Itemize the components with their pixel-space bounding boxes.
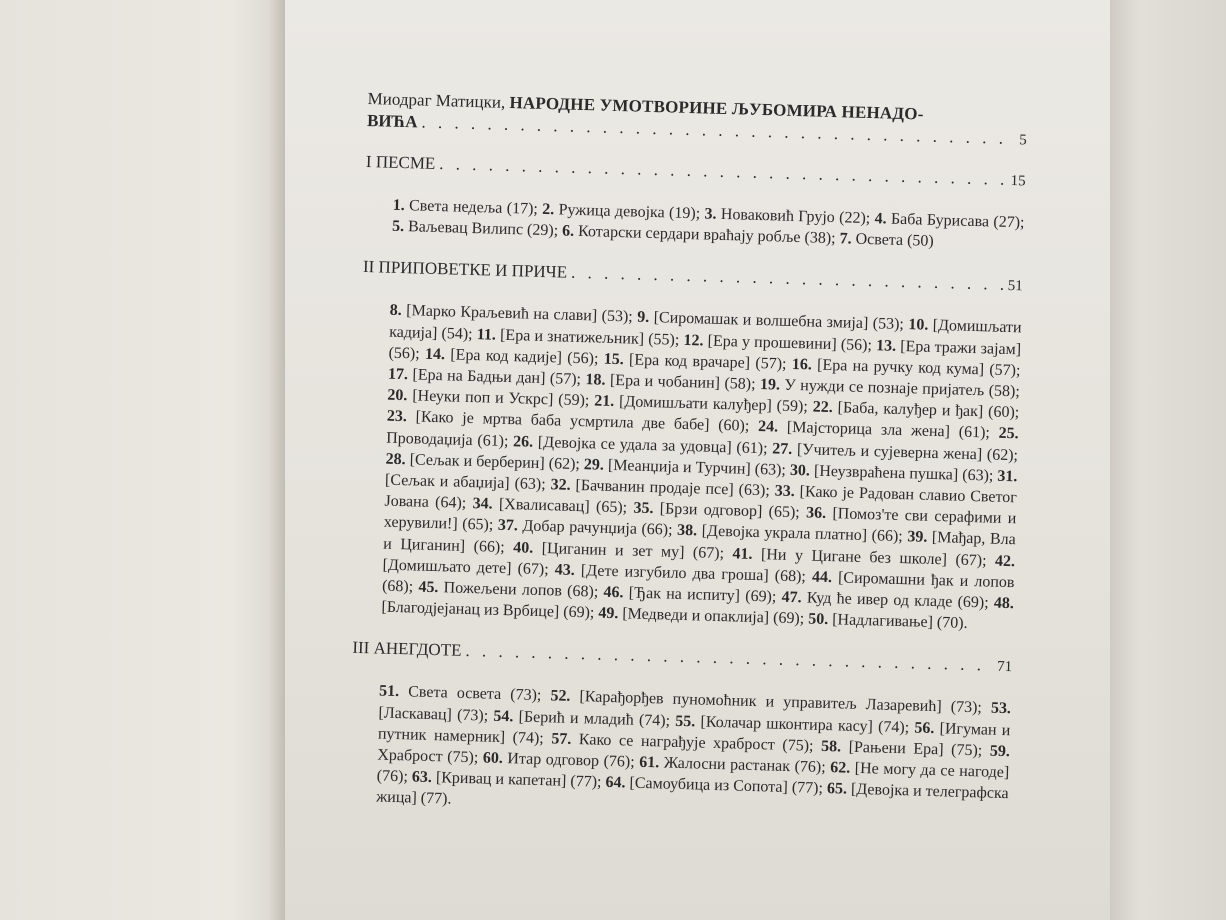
entry-number: 8. xyxy=(389,302,403,320)
entry-number: 17. xyxy=(387,365,409,384)
entry-number: 7. xyxy=(839,230,852,248)
entry-title: Храброст (75); xyxy=(377,746,479,767)
entry-title: [Домишљати калуђер] (59); xyxy=(618,393,809,416)
page-number: 71 xyxy=(996,659,1013,676)
toc-entry xyxy=(513,433,768,457)
entry-title: [Како је мртва баба усмртила две бабе] (60); xyxy=(415,408,750,436)
author-name: Миодраг Матицки, xyxy=(367,88,506,112)
entry-number: 24. xyxy=(757,418,779,437)
entry-title: [Циганин и зет му] (67); xyxy=(541,539,725,562)
author-work-title: НАРОДНЕ УМОТВОРИНЕ ЉУБОМИРА НЕНАДО- xyxy=(509,92,924,124)
toc-entry xyxy=(604,351,787,373)
entry-number: 49. xyxy=(598,604,619,623)
entry-title: [Баба, калуђер и ђак] (60); xyxy=(837,399,1020,422)
entry-title: [Ера у прошевини] (56); xyxy=(707,332,873,354)
entry-number: 16. xyxy=(791,355,813,374)
sections xyxy=(348,151,1026,826)
entry-title: Освета (50) xyxy=(855,230,934,251)
toc-entry xyxy=(603,584,776,606)
entry-title: [Рањени Ера] (75); xyxy=(848,738,983,760)
section-heading-line xyxy=(363,256,1023,297)
entry-title: [Учитељ и сујеверна жена] (62); xyxy=(796,440,1019,464)
entry-number: 29. xyxy=(583,456,605,474)
entry-number: 63. xyxy=(411,768,433,787)
entry-number: 51. xyxy=(378,683,400,701)
table-of-contents xyxy=(348,88,1028,826)
entry-title: [Меанџија и Турчин] (63); xyxy=(607,456,787,479)
toc-entry xyxy=(758,418,990,441)
entry-title: [Домишљати кадија] (54); xyxy=(388,317,1022,343)
entry-number: 10. xyxy=(908,316,929,335)
entry-title: [Сељак и абаџија] (63); xyxy=(384,471,546,494)
toc-entry xyxy=(390,302,633,326)
entry-number: 31. xyxy=(997,467,1018,486)
section-heading-line xyxy=(366,151,1026,192)
toc-entry xyxy=(683,332,872,354)
entry-title: [Домишљато дете] (67); xyxy=(382,556,549,579)
toc-entry xyxy=(675,712,909,736)
entry-number: 5. xyxy=(391,217,405,236)
entry-title: [Дете изгубило два гроша] (68); xyxy=(580,561,807,586)
entry-title: [Неузвраћена пушка] (63); xyxy=(813,462,994,485)
toc-entry xyxy=(839,230,934,250)
entry-number: 36. xyxy=(805,504,827,523)
entry-title: Ружица девојка (19); xyxy=(558,201,701,223)
entry-title: [Сељак и берберин] (62); xyxy=(409,451,581,473)
entry-title: [Сиромашак и волшебна змија] (53); xyxy=(653,309,905,334)
toc-entry xyxy=(555,561,807,585)
entry-title: Како се награђује храброст (75); xyxy=(578,731,814,755)
entry-number: 25. xyxy=(998,425,1019,443)
entry-title: [Берић и младић (74); xyxy=(518,708,671,730)
section-heading: I ПЕСМЕ xyxy=(365,151,436,173)
entry-number: 12. xyxy=(683,331,704,350)
entry-number: 23. xyxy=(386,408,408,426)
toc-entry xyxy=(598,605,804,628)
toc-entry xyxy=(387,387,589,410)
entry-number: 59. xyxy=(989,742,1011,761)
entry-title: Проводаџија (61); xyxy=(386,429,509,450)
toc-entry xyxy=(379,683,542,705)
author-work-title-cont: ВИЋА xyxy=(366,110,418,132)
entry-number: 33. xyxy=(774,482,795,501)
entry-title: [Мајсторица зла жена] (61); xyxy=(786,419,991,442)
toc-entry xyxy=(781,589,989,612)
toc-entry xyxy=(792,356,1021,379)
entry-number: 40. xyxy=(512,538,534,557)
entry-title: [Брзи одговор] (65); xyxy=(659,500,800,522)
entry-title: Света освета (73); xyxy=(407,683,542,705)
section-heading-line xyxy=(352,637,1012,678)
entry-title: Пожељени лопов (68); xyxy=(443,579,599,601)
entry-title: У нужди се познаје пријатељ (58); xyxy=(784,376,1021,401)
entry-title: [Самоубица из Сопота] (77); xyxy=(629,774,824,798)
toc-entry xyxy=(808,611,968,632)
entry-title: [Неуки поп и Ускрс] (59); xyxy=(412,387,590,410)
toc-entry xyxy=(874,210,1024,231)
entry-number: 15. xyxy=(603,350,624,369)
entry-number: 44. xyxy=(811,568,833,586)
entry-number: 11. xyxy=(476,325,497,344)
entry-title: Ваљевац Вилипс (29); xyxy=(407,218,559,240)
entry-title: [Кривац и капетан] (77); xyxy=(435,769,602,792)
entry-title: [Ера код врачаре] (57); xyxy=(628,351,787,373)
toc-entry xyxy=(392,218,558,240)
entry-number: 35. xyxy=(633,499,654,518)
entry-number: 46. xyxy=(603,583,624,602)
toc-entry xyxy=(637,309,904,333)
toc-entry xyxy=(585,371,756,393)
entry-title: Новаковић Грујо (22); xyxy=(720,205,871,228)
toc-entry xyxy=(550,476,770,499)
entry-number: 14. xyxy=(424,345,446,364)
toc-entry xyxy=(704,205,870,227)
entry-number: 2. xyxy=(542,200,555,219)
entry-number: 54. xyxy=(493,707,514,725)
entry-title: [Девојка украла платно] (66); xyxy=(701,522,903,546)
entry-number: 57. xyxy=(551,730,572,748)
entry-title: [Колачар шконтира касу] (74); xyxy=(700,713,910,737)
entry-number: 1. xyxy=(392,196,405,215)
toc-entry xyxy=(812,399,1019,422)
entry-number: 43. xyxy=(554,561,576,579)
entry-number: 32. xyxy=(550,476,571,494)
entry-number: 56. xyxy=(914,719,935,737)
entry-title: [Ера код кадије] (56); xyxy=(450,346,599,368)
section-entries xyxy=(392,195,1025,255)
entry-title: [Помоз'те сви серафими и херувили!] (65); xyxy=(383,505,1017,535)
entry-title: [Ера и знатижељник] (55); xyxy=(499,326,680,349)
toc-entry xyxy=(639,754,826,776)
toc-entry xyxy=(418,579,598,601)
entry-number: 62. xyxy=(830,759,851,777)
toc-entry xyxy=(605,774,823,797)
toc-entry xyxy=(760,376,1020,400)
entry-number: 26. xyxy=(512,432,534,451)
entry-title: [Благодјејанац из Врбице] (69); xyxy=(381,598,595,622)
section-heading: III АНЕГДОТЕ xyxy=(352,638,462,661)
entry-title: [Ласкавац] (73); xyxy=(378,704,489,725)
entry-number: 22. xyxy=(812,398,833,417)
entry-number: 4. xyxy=(874,210,887,228)
entry-number: 18. xyxy=(585,371,606,389)
entry-number: 27. xyxy=(772,440,793,458)
dot-leader xyxy=(571,262,1004,296)
entry-title: [Ера на ручку код кума] (57); xyxy=(816,356,1021,380)
entry-number: 52. xyxy=(550,687,571,706)
entry-title: [Како је Радован славио Светог Јована (64); xyxy=(384,483,1018,513)
entry-title: [Ђак на испиту] (69); xyxy=(628,584,777,606)
toc-entry xyxy=(790,462,994,485)
entry-title: [Ера тражи зајам] (56); xyxy=(388,337,1022,363)
toc-entry xyxy=(594,393,808,416)
entry-title: Куд ће ивер од кладе (69); xyxy=(806,589,989,612)
dot-leader xyxy=(439,153,1007,191)
entry-number: 28. xyxy=(385,450,406,469)
entry-title: [Хвалисавац] (65); xyxy=(498,496,628,517)
toc-entry xyxy=(584,456,786,479)
entry-number: 55. xyxy=(675,712,696,731)
left-page xyxy=(0,0,290,920)
toc-entry xyxy=(513,539,724,562)
entry-title: Баба Бурисава (27); xyxy=(890,210,1025,232)
entry-number: 39. xyxy=(907,528,928,547)
entry-title: [Бачванин продаје псе] (63); xyxy=(575,476,771,500)
entry-number: 19. xyxy=(759,376,781,394)
toc-entry xyxy=(472,495,627,516)
entry-number: 65. xyxy=(826,780,848,798)
entry-number: 47. xyxy=(781,588,802,607)
entry-number: 30. xyxy=(789,461,811,480)
entry-number: 9. xyxy=(636,309,650,327)
next-page-edge xyxy=(1110,0,1226,920)
entry-title: [Ера на Бадњи дан] (57); xyxy=(412,366,582,389)
entry-number: 3. xyxy=(704,205,717,223)
entry-title: [Сиромашни ђак и лопов (68); xyxy=(381,569,1015,596)
page-number: 5 xyxy=(1019,132,1028,149)
entry-title: [Игуман и путник намерник] (74); xyxy=(377,719,1011,748)
section-entries xyxy=(376,681,1011,826)
entry-number: 58. xyxy=(820,737,842,756)
entry-number: 48. xyxy=(993,594,1015,613)
entry-title: [Не могу да се нагоде] (76); xyxy=(376,759,1010,786)
dot-leader xyxy=(465,640,993,677)
toc-entry xyxy=(388,366,581,388)
toc-entry xyxy=(772,440,1018,464)
entry-number: 50. xyxy=(807,610,829,629)
toc-entry xyxy=(677,522,903,545)
entry-number: 41. xyxy=(732,545,753,563)
entry-number: 42. xyxy=(994,552,1016,570)
toc-entry xyxy=(477,326,680,349)
entry-title: [Ни у Цигане без школе] (67); xyxy=(760,545,987,570)
page-number: 51 xyxy=(1007,278,1023,295)
section-heading: II ПРИПОВЕТКЕ И ПРИЧЕ xyxy=(362,257,568,283)
entry-number: 60. xyxy=(482,749,504,768)
entry-number: 6. xyxy=(561,222,575,241)
toc-entry xyxy=(385,450,580,472)
entry-number: 20. xyxy=(387,386,408,405)
toc-entry xyxy=(562,223,836,248)
entry-number: 13. xyxy=(875,336,897,355)
entry-title: [Ера и чобанин] (58); xyxy=(609,371,756,393)
entry-title: [Медведи и опаклија] (69); xyxy=(622,605,805,628)
toc-entry xyxy=(392,197,538,218)
entry-title: [Мађар, Вла и Циганин] (66); xyxy=(383,529,1016,556)
toc-entry xyxy=(633,500,800,522)
page-number: 15 xyxy=(1010,172,1026,190)
toc-entry xyxy=(498,517,673,539)
toc-entry xyxy=(412,769,602,791)
entry-number: 34. xyxy=(472,495,493,513)
entry-title: Света недеља (17); xyxy=(408,197,539,218)
toc-entry xyxy=(483,750,635,771)
toc-entry xyxy=(542,201,700,222)
entry-title: [Девојка и телеграфска жица] (77). xyxy=(375,781,1009,809)
toc-entry xyxy=(425,346,599,368)
entry-number: 53. xyxy=(990,700,1012,718)
toc-entry xyxy=(821,738,983,759)
section-entries xyxy=(381,300,1022,636)
toc-entry xyxy=(551,730,814,754)
entry-title: Добар рачунџија (66); xyxy=(522,517,673,540)
toc-entry xyxy=(732,545,986,569)
entry-number: 45. xyxy=(418,578,439,597)
entry-number: 37. xyxy=(497,517,519,535)
entry-title: Жалосни растанак (76); xyxy=(663,754,826,777)
entry-number: 38. xyxy=(676,522,698,540)
toc-entry xyxy=(493,707,670,729)
entry-number: 21. xyxy=(594,392,615,411)
entry-title: [Марко Краљевић на слави] (53); xyxy=(406,302,633,326)
entry-title: [Надлагивање] (70). xyxy=(831,611,968,633)
entry-number: 64. xyxy=(605,774,626,792)
entry-title: [Карађорђев пуномоћник и управитељ Лазаревић] (73); xyxy=(579,688,983,717)
entry-title: Итар одговор (76); xyxy=(507,750,635,771)
entry-title: Котарски сердари враћају робље (38); xyxy=(577,223,836,248)
entry-number: 61. xyxy=(639,753,660,772)
entry-title: [Девојка се удала за удовца] (61); xyxy=(537,433,768,457)
